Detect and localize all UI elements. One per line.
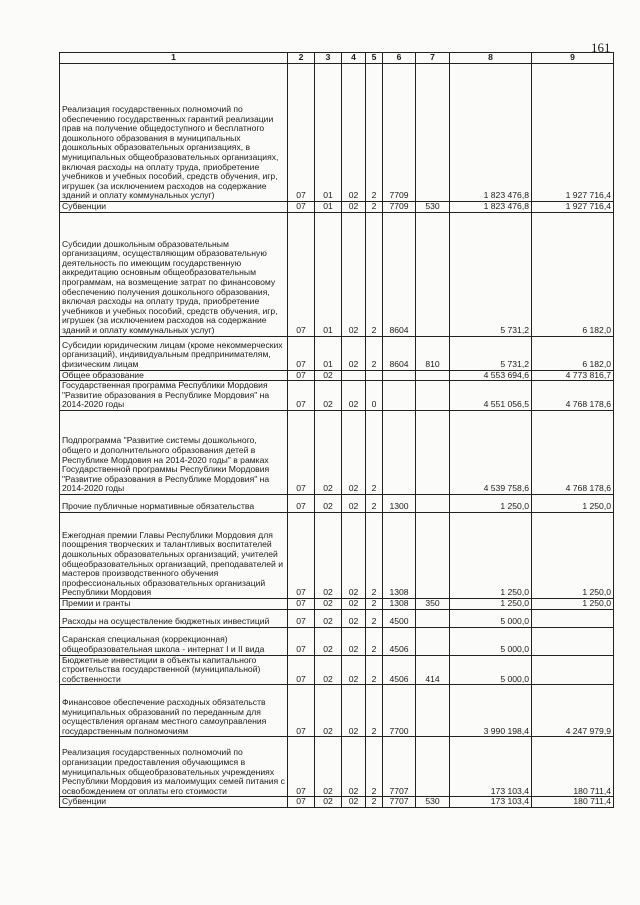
table-body	[60, 64, 614, 808]
cell-c4: 02	[342, 797, 366, 808]
cell-c5: 2	[366, 685, 383, 737]
cell-c2: 07	[288, 494, 315, 512]
cell-c7	[416, 737, 450, 797]
cell-c4: 02	[342, 598, 366, 609]
cell-c4: 02	[342, 212, 366, 336]
cell-c7	[416, 410, 450, 494]
column-header: 6	[383, 53, 416, 64]
cell-c2: 07	[288, 336, 315, 370]
cell-c2: 07	[288, 797, 315, 808]
cell-c3: 02	[315, 685, 342, 737]
column-header: 5	[366, 53, 383, 64]
row-label: Государственная программа Республики Мордовия "Развитие образования в Республике Мордовия" на 2014-2020 годы	[60, 381, 288, 411]
table-row	[60, 494, 614, 512]
table-row	[60, 410, 614, 494]
cell-c2: 07	[288, 737, 315, 797]
cell-c5: 2	[366, 655, 383, 685]
row-label: Субсидии дошкольным образовательным организациям, осуществляющим образовательную деятельность по имеющим государственную аккредитацию основным общеобразовательным программам, на возмещение затрат по финансовому обеспечению получения дошкольного образования, включая расходы на оплату труда, приобретение учебников и учебных пособий, средств обучения, игр, игрушек (за исключением расходов на содержание зданий и оплату коммунальных услуг)	[60, 212, 288, 336]
column-header: 7	[416, 53, 450, 64]
row-label: Реализация государственных полномочий по обеспечению государственных гарантий реализации прав на получение общедоступного и бесплатного дошкольного образования в муниципальных дошкольных образовательных организациях, в муниципальных общеобразовательных организациях, включая расходы на оплату труда, приобретение учебников и учебных пособий, средств обучения, игр, игрушек (за исключением расходов на содержание зданий и оплату коммунальных услуг)	[60, 64, 288, 202]
row-label: Подпрограмма "Развитие системы дошкольного, общего и дополнительного образования детей в Республике Мордовия на 2014-2020 годы" в рамках Государственной программы Республики Мордовия "Развитие образования в Республике Мордовия" на 2014-2020 годы	[60, 410, 288, 494]
cell-c6: 7709	[383, 64, 416, 202]
cell-c7: 530	[416, 202, 450, 213]
cell-c8: 1 823 476,8	[450, 202, 532, 213]
cell-c6	[383, 381, 416, 411]
cell-c8: 5 000,0	[450, 627, 532, 655]
cell-c6: 7709	[383, 202, 416, 213]
cell-c9: 1 927 716,4	[532, 202, 614, 213]
cell-c7: 810	[416, 336, 450, 370]
row-label: Субсидии юридическим лицам (кроме некоммерческих организаций), индивидуальным предпринимателям, физическим лицам	[60, 336, 288, 370]
table-row	[60, 381, 614, 411]
cell-c3: 02	[315, 370, 342, 381]
table-row	[60, 627, 614, 655]
cell-c4: 02	[342, 627, 366, 655]
cell-c4: 02	[342, 494, 366, 512]
cell-c3: 02	[315, 655, 342, 685]
cell-c9: 1 927 716,4	[532, 64, 614, 202]
cell-c5: 2	[366, 737, 383, 797]
cell-c3: 01	[315, 212, 342, 336]
row-label: Субвенции	[60, 797, 288, 808]
cell-c6: 1300	[383, 494, 416, 512]
cell-c4: 02	[342, 336, 366, 370]
table-row	[60, 797, 614, 808]
cell-c8: 4 539 758,6	[450, 410, 532, 494]
cell-c7: 414	[416, 655, 450, 685]
cell-c3: 02	[315, 598, 342, 609]
cell-c6: 4506	[383, 655, 416, 685]
cell-c6: 4500	[383, 609, 416, 627]
cell-c3: 02	[315, 609, 342, 627]
cell-c9: 1 250,0	[532, 494, 614, 512]
cell-c8: 1 250,0	[450, 494, 532, 512]
cell-c3: 02	[315, 797, 342, 808]
cell-c7	[416, 381, 450, 411]
cell-c6: 8604	[383, 212, 416, 336]
cell-c5: 2	[366, 212, 383, 336]
cell-c6: 7707	[383, 797, 416, 808]
cell-c3: 02	[315, 737, 342, 797]
column-header: 4	[342, 53, 366, 64]
table-row	[60, 609, 614, 627]
cell-c6	[383, 370, 416, 381]
cell-c5: 2	[366, 64, 383, 202]
cell-c9: 1 250,0	[532, 598, 614, 609]
cell-c7	[416, 685, 450, 737]
table-row	[60, 598, 614, 609]
cell-c6	[383, 410, 416, 494]
column-header: 8	[450, 53, 532, 64]
cell-c5: 2	[366, 627, 383, 655]
cell-c9: 180 711,4	[532, 797, 614, 808]
table-row	[60, 655, 614, 685]
cell-c9: 4 768 178,6	[532, 381, 614, 411]
row-label: Субвенции	[60, 202, 288, 213]
cell-c7	[416, 370, 450, 381]
cell-c5: 2	[366, 202, 383, 213]
cell-c4: 02	[342, 737, 366, 797]
row-label: Саранская специальная (коррекционная) общеобразовательная школа - интернат I и II вида	[60, 627, 288, 655]
cell-c4	[342, 370, 366, 381]
cell-c2: 07	[288, 627, 315, 655]
cell-c4: 02	[342, 609, 366, 627]
cell-c3: 02	[315, 410, 342, 494]
column-header: 2	[288, 53, 315, 64]
cell-c6: 8604	[383, 336, 416, 370]
cell-c7	[416, 494, 450, 512]
cell-c2: 07	[288, 202, 315, 213]
row-label: Премии и гранты	[60, 598, 288, 609]
cell-c8: 1 250,0	[450, 512, 532, 598]
cell-c9: 4 768 178,6	[532, 410, 614, 494]
cell-c2: 07	[288, 512, 315, 598]
cell-c8: 3 990 198,4	[450, 685, 532, 737]
cell-c8: 173 103,4	[450, 737, 532, 797]
row-label: Бюджетные инвестиции в объекты капитального строительства государственной (муниципальной) собственности	[60, 655, 288, 685]
cell-c4: 02	[342, 202, 366, 213]
cell-c9: 6 182,0	[532, 212, 614, 336]
cell-c7	[416, 64, 450, 202]
cell-c4: 02	[342, 512, 366, 598]
cell-c8: 4 553 694,6	[450, 370, 532, 381]
cell-c4: 02	[342, 655, 366, 685]
cell-c2: 07	[288, 212, 315, 336]
row-label: Расходы на осуществление бюджетных инвестиций	[60, 609, 288, 627]
cell-c2: 07	[288, 410, 315, 494]
row-label: Прочие публичные нормативные обязательства	[60, 494, 288, 512]
cell-c3: 02	[315, 381, 342, 411]
cell-c9: 4 247 979,9	[532, 685, 614, 737]
cell-c2: 07	[288, 598, 315, 609]
row-label: Ежегодная премии Главы Республики Мордовия для поощрения творческих и талантливых воспитателей дошкольных образовательных организаций, учителей общеобразовательных организаций, преподавателей и мастеров производственного обучения профессиональных образовательных организаций Республики Мордовия	[60, 512, 288, 598]
cell-c5	[366, 370, 383, 381]
cell-c8: 4 551 056,5	[450, 381, 532, 411]
cell-c4: 02	[342, 64, 366, 202]
cell-c6: 7700	[383, 685, 416, 737]
cell-c9: 1 250,0	[532, 512, 614, 598]
cell-c8: 5 000,0	[450, 609, 532, 627]
cell-c3: 01	[315, 336, 342, 370]
cell-c5: 2	[366, 494, 383, 512]
cell-c5: 2	[366, 336, 383, 370]
cell-c9	[532, 655, 614, 685]
cell-c2: 07	[288, 655, 315, 685]
cell-c7	[416, 609, 450, 627]
cell-c8: 1 250,0	[450, 598, 532, 609]
cell-c5: 0	[366, 381, 383, 411]
table-row	[60, 512, 614, 598]
cell-c9: 6 182,0	[532, 336, 614, 370]
cell-c2: 07	[288, 370, 315, 381]
cell-c3: 02	[315, 512, 342, 598]
table-header-row	[60, 53, 614, 64]
cell-c3: 01	[315, 64, 342, 202]
cell-c6: 7707	[383, 737, 416, 797]
cell-c7: 530	[416, 797, 450, 808]
cell-c6: 1308	[383, 512, 416, 598]
cell-c9: 4 773 816,7	[532, 370, 614, 381]
cell-c6: 1308	[383, 598, 416, 609]
cell-c9	[532, 627, 614, 655]
cell-c7	[416, 212, 450, 336]
cell-c2: 07	[288, 64, 315, 202]
cell-c7: 350	[416, 598, 450, 609]
column-header: 3	[315, 53, 342, 64]
cell-c9	[532, 609, 614, 627]
cell-c3: 02	[315, 494, 342, 512]
cell-c5: 2	[366, 598, 383, 609]
column-header: 1	[60, 53, 288, 64]
cell-c9: 180 711,4	[532, 737, 614, 797]
row-label: Общее образование	[60, 370, 288, 381]
row-label: Финансовое обеспечение расходных обязательств муниципальных образований по переданным для осуществления органам местного самоуправления государственным полномочиям	[60, 685, 288, 737]
cell-c3: 02	[315, 627, 342, 655]
cell-c4: 02	[342, 685, 366, 737]
table-row	[60, 64, 614, 202]
cell-c8: 173 103,4	[450, 797, 532, 808]
cell-c2: 07	[288, 381, 315, 411]
cell-c4: 02	[342, 381, 366, 411]
cell-c7	[416, 512, 450, 598]
cell-c5: 2	[366, 410, 383, 494]
table-row	[60, 737, 614, 797]
cell-c6: 4506	[383, 627, 416, 655]
table-row	[60, 336, 614, 370]
cell-c3: 01	[315, 202, 342, 213]
cell-c8: 5 731,2	[450, 336, 532, 370]
row-label: Реализация государственных полномочий по организации предоставления обучающимся в муниципальных общеобразовательных учреждениях Республики Мордовия из малоимущих семей питания с освобождением от оплаты его стоимости	[60, 737, 288, 797]
table-row	[60, 202, 614, 213]
cell-c8: 5 731,2	[450, 212, 532, 336]
cell-c5: 2	[366, 609, 383, 627]
budget-table	[59, 52, 614, 808]
cell-c5: 2	[366, 797, 383, 808]
cell-c4: 02	[342, 410, 366, 494]
table-row	[60, 370, 614, 381]
cell-c8: 1 823 476,8	[450, 64, 532, 202]
cell-c7	[416, 627, 450, 655]
table-row	[60, 212, 614, 336]
table-row	[60, 685, 614, 737]
cell-c8: 5 000,0	[450, 655, 532, 685]
cell-c2: 07	[288, 609, 315, 627]
cell-c5: 2	[366, 512, 383, 598]
column-header: 9	[532, 53, 614, 64]
cell-c2: 07	[288, 685, 315, 737]
page-number: 161	[591, 40, 611, 55]
